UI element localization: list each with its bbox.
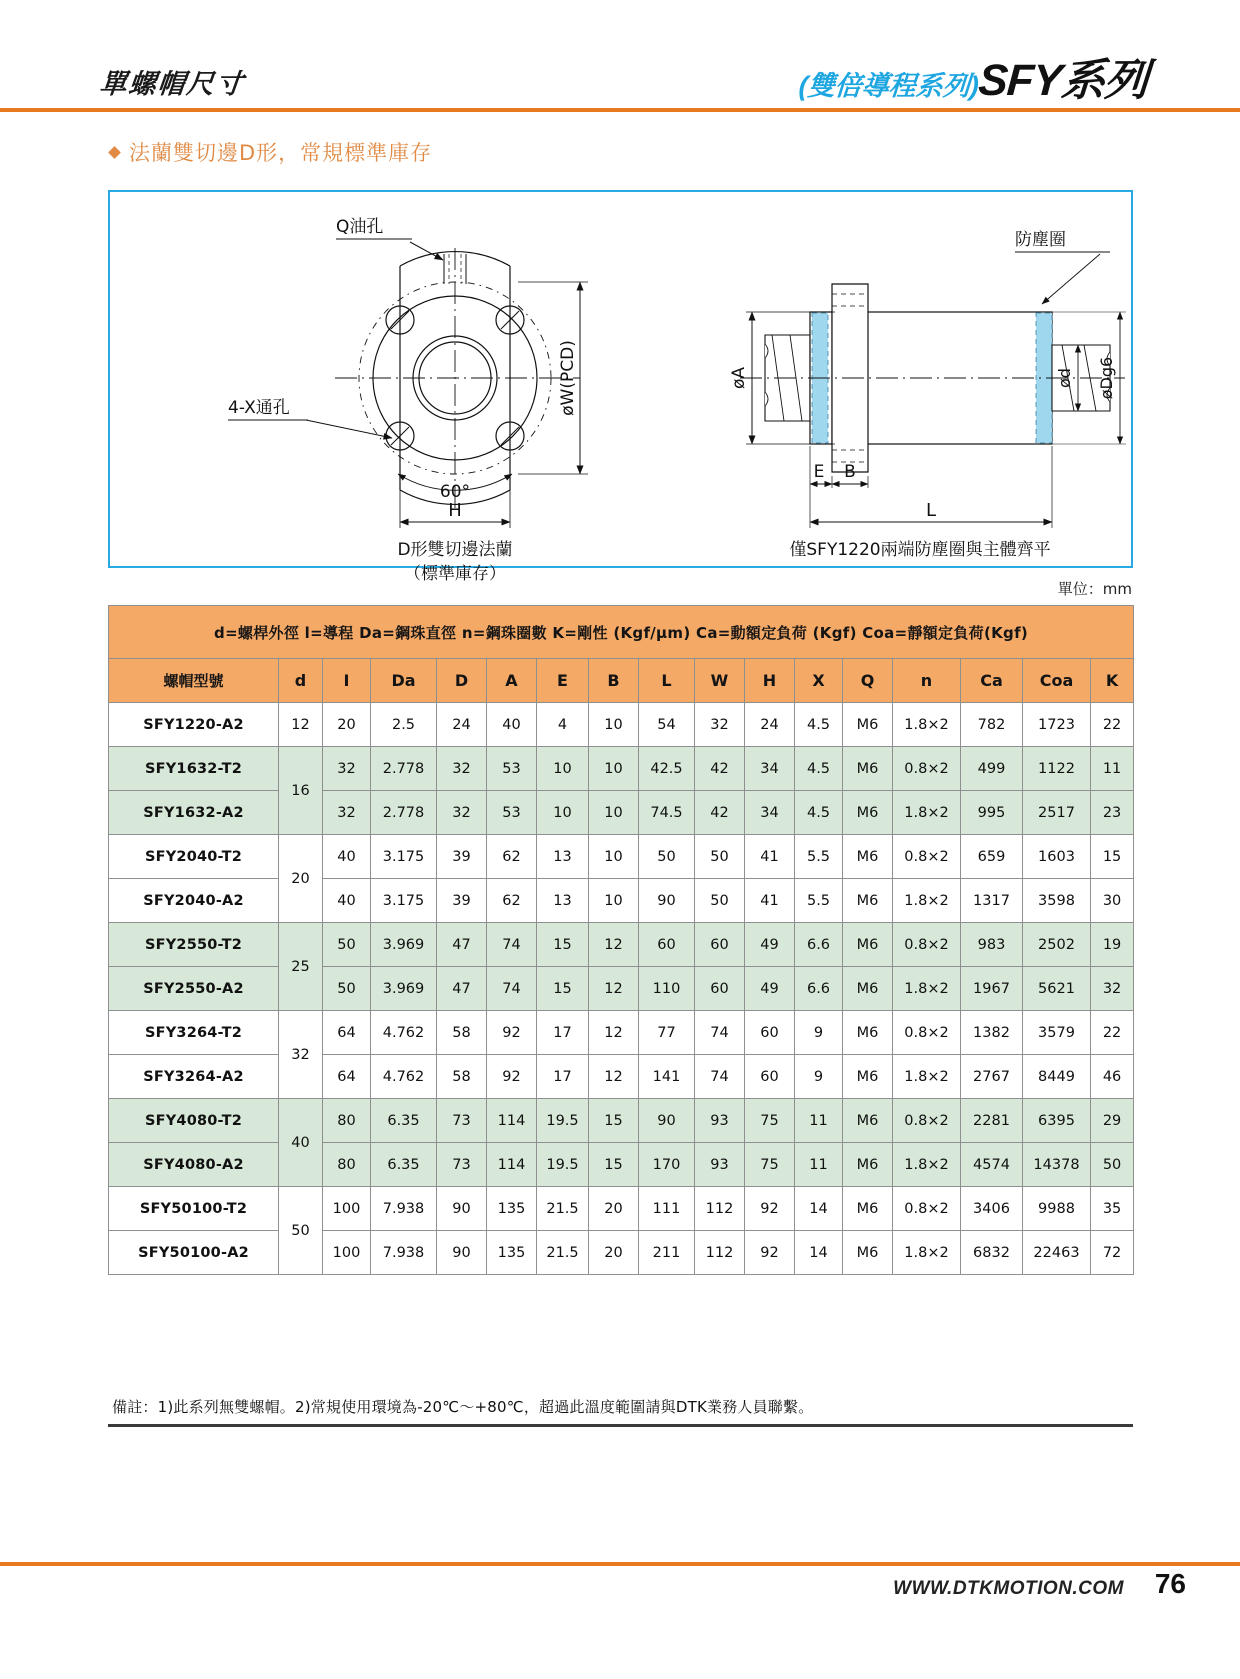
cell-h: 24 (745, 703, 795, 747)
cell-w: 112 (695, 1231, 745, 1275)
column-header-b: B (589, 659, 639, 703)
cell-n: 1.8×2 (893, 967, 961, 1011)
cell-w: 112 (695, 1187, 745, 1231)
cell-l: 111 (639, 1187, 695, 1231)
cell-k: 22 (1091, 1011, 1134, 1055)
header-divider (0, 108, 1240, 112)
cell-l: 110 (639, 967, 695, 1011)
column-header-w: W (695, 659, 745, 703)
cell-ca: 6832 (961, 1231, 1023, 1275)
cell-e: 13 (537, 879, 589, 923)
cell-k: 46 (1091, 1055, 1134, 1099)
cell-model: SFY3264-A2 (109, 1055, 279, 1099)
table-row (109, 1143, 1134, 1187)
cell-n: 0.8×2 (893, 923, 961, 967)
cell-q: M6 (843, 1099, 893, 1143)
oil-hole-leader (410, 242, 443, 260)
outer-diameter-label: øA (729, 366, 749, 390)
cell-e: 10 (537, 747, 589, 791)
table-row (109, 703, 1134, 747)
cell-da: 3.175 (371, 879, 437, 923)
angle-label: 60° (439, 482, 471, 502)
cell-d: 24 (437, 703, 487, 747)
cell-l: 50 (639, 835, 695, 879)
table-row (109, 879, 1134, 923)
cell-k: 22 (1091, 703, 1134, 747)
cell-w: 60 (695, 967, 745, 1011)
dust-seal-label: 防塵圈 (1015, 230, 1066, 250)
cell-ca: 2281 (961, 1099, 1023, 1143)
cell-w: 50 (695, 879, 745, 923)
table-header-row (109, 659, 1134, 703)
cell-ca: 659 (961, 835, 1023, 879)
cell-x: 14 (795, 1231, 843, 1275)
cell-q: M6 (843, 747, 893, 791)
cell-h: 75 (745, 1143, 795, 1187)
column-header-da: Da (371, 659, 437, 703)
cell-e: 17 (537, 1011, 589, 1055)
cell-k: 11 (1091, 747, 1134, 791)
table-row (109, 747, 1134, 791)
cell-n: 1.8×2 (893, 1231, 961, 1275)
cell-da: 3.969 (371, 967, 437, 1011)
cell-i: 80 (323, 1099, 371, 1143)
cell-e: 21.5 (537, 1187, 589, 1231)
cell-w: 74 (695, 1011, 745, 1055)
cell-x: 4.5 (795, 747, 843, 791)
unit-note: 單位：mm (1057, 580, 1132, 598)
right-view-caption: 僅SFY1220兩端防塵圈與主體齊平 (789, 540, 1051, 560)
cell-ca: 983 (961, 923, 1023, 967)
cell-b: 10 (589, 791, 639, 835)
cell-i: 40 (323, 879, 371, 923)
cell-d: 39 (437, 835, 487, 879)
cell-ca: 3406 (961, 1187, 1023, 1231)
cell-n: 1.8×2 (893, 703, 961, 747)
cell-i: 100 (323, 1231, 371, 1275)
series-name-label: SFY系列 (977, 56, 1150, 105)
cell-d: 58 (437, 1055, 487, 1099)
cell-d: 47 (437, 967, 487, 1011)
cell-l: 90 (639, 1099, 695, 1143)
column-header-i: I (323, 659, 371, 703)
cell-l: 74.5 (639, 791, 695, 835)
cell-e: 15 (537, 923, 589, 967)
cell-x: 5.5 (795, 835, 843, 879)
cell-a: 40 (487, 703, 537, 747)
cell-i: 50 (323, 967, 371, 1011)
cell-l: 42.5 (639, 747, 695, 791)
column-header-e: E (537, 659, 589, 703)
cell-l: 211 (639, 1231, 695, 1275)
cell-d: 73 (437, 1143, 487, 1187)
cell-coa: 22463 (1023, 1231, 1091, 1275)
cell-i: 20 (323, 703, 371, 747)
cell-ca: 995 (961, 791, 1023, 835)
cell-i: 100 (323, 1187, 371, 1231)
footnote-divider (108, 1424, 1133, 1427)
column-header-l: L (639, 659, 695, 703)
cell-l: 90 (639, 879, 695, 923)
cell-k: 72 (1091, 1231, 1134, 1275)
cell-q: M6 (843, 1231, 893, 1275)
cell-model: SFY2550-T2 (109, 923, 279, 967)
cell-d: 90 (437, 1231, 487, 1275)
column-header-a: A (487, 659, 537, 703)
page-header (0, 0, 1240, 112)
cell-a: 53 (487, 747, 537, 791)
cell-a: 92 (487, 1011, 537, 1055)
cell-b: 10 (589, 835, 639, 879)
cell-b: 12 (589, 1011, 639, 1055)
left-view-caption-line2: （標準庫存） (404, 564, 506, 584)
column-header-ca: Ca (961, 659, 1023, 703)
cell-ca: 1382 (961, 1011, 1023, 1055)
cell-l: 77 (639, 1011, 695, 1055)
cell-b: 10 (589, 703, 639, 747)
cell-da: 6.35 (371, 1099, 437, 1143)
cell-d: 32 (437, 791, 487, 835)
shaft-tolerance-diameter-label: øDg6 (1097, 356, 1116, 400)
cell-ca: 782 (961, 703, 1023, 747)
column-header-x: X (795, 659, 843, 703)
cell-l: 141 (639, 1055, 695, 1099)
cell-d: 32 (437, 747, 487, 791)
table-legend-row (109, 606, 1134, 659)
cell-d: 90 (437, 1187, 487, 1231)
cell-h: 49 (745, 967, 795, 1011)
cell-i: 64 (323, 1055, 371, 1099)
cell-b: 15 (589, 1099, 639, 1143)
cell-a: 62 (487, 835, 537, 879)
series-prefix-label: (雙倍導程系列) (798, 71, 981, 101)
column-header-d: d (279, 659, 323, 703)
cell-h: 49 (745, 923, 795, 967)
cell-x: 4.5 (795, 703, 843, 747)
e-dimension-label: E (813, 462, 825, 482)
cell-da: 2.5 (371, 703, 437, 747)
cell-coa: 14378 (1023, 1143, 1091, 1187)
cell-ca: 1967 (961, 967, 1023, 1011)
cell-n: 0.8×2 (893, 747, 961, 791)
table-footnote: 備註：1)此系列無雙螺帽。2)常規使用環境為-20℃～+80℃，超過此溫度範圍請與DTK業務人員聯繫。 (112, 1398, 814, 1416)
cell-n: 0.8×2 (893, 835, 961, 879)
cell-e: 10 (537, 791, 589, 835)
cell-n: 1.8×2 (893, 879, 961, 923)
h-dimension-label: H (448, 500, 462, 521)
cell-i: 64 (323, 1011, 371, 1055)
specification-table (108, 605, 1134, 1275)
column-header-coa: Coa (1023, 659, 1091, 703)
cell-h: 75 (745, 1099, 795, 1143)
footer-page-number: 76 (1154, 1568, 1186, 1599)
cell-i: 32 (323, 747, 371, 791)
cell-l: 60 (639, 923, 695, 967)
cell-n: 0.8×2 (893, 1011, 961, 1055)
cell-ca: 4574 (961, 1143, 1023, 1187)
cell-e: 19.5 (537, 1099, 589, 1143)
through-hole-label: 4-X通孔 (228, 398, 290, 418)
cell-h: 92 (745, 1231, 795, 1275)
cell-model: SFY1220-A2 (109, 703, 279, 747)
cell-shaft-diameter: 20 (279, 835, 323, 923)
cell-w: 42 (695, 791, 745, 835)
cell-k: 32 (1091, 967, 1134, 1011)
cell-a: 74 (487, 967, 537, 1011)
cell-k: 35 (1091, 1187, 1134, 1231)
cell-x: 9 (795, 1011, 843, 1055)
cell-d: 47 (437, 923, 487, 967)
diamond-bullet-icon (108, 146, 121, 159)
cell-a: 62 (487, 879, 537, 923)
table-row (109, 791, 1134, 835)
cell-x: 14 (795, 1187, 843, 1231)
cell-x: 4.5 (795, 791, 843, 835)
cell-b: 12 (589, 923, 639, 967)
cell-b: 12 (589, 967, 639, 1011)
left-view-caption-line1: D形雙切邊法蘭 (397, 540, 513, 560)
cell-model: SFY2040-T2 (109, 835, 279, 879)
cell-da: 4.762 (371, 1055, 437, 1099)
cell-h: 34 (745, 747, 795, 791)
cell-x: 6.6 (795, 923, 843, 967)
cell-model: SFY2550-A2 (109, 967, 279, 1011)
table-row (109, 967, 1134, 1011)
column-header-n: n (893, 659, 961, 703)
cell-k: 19 (1091, 923, 1134, 967)
cell-ca: 2767 (961, 1055, 1023, 1099)
cell-da: 2.778 (371, 791, 437, 835)
cell-model: SFY1632-T2 (109, 747, 279, 791)
column-header-model: 螺帽型號 (109, 659, 279, 703)
cell-coa: 2502 (1023, 923, 1091, 967)
cell-n: 0.8×2 (893, 1099, 961, 1143)
cell-d: 58 (437, 1011, 487, 1055)
section-subtitle-label: 法蘭雙切邊D形，常規標準庫存 (129, 141, 433, 165)
cell-w: 50 (695, 835, 745, 879)
cell-n: 1.8×2 (893, 1143, 961, 1187)
cell-q: M6 (843, 835, 893, 879)
table-row (109, 835, 1134, 879)
page-title: 單螺帽尺寸 (98, 69, 247, 99)
cell-da: 3.969 (371, 923, 437, 967)
cell-x: 9 (795, 1055, 843, 1099)
shaft-diameter-label: ød (1055, 368, 1074, 388)
cell-i: 40 (323, 835, 371, 879)
cell-model: SFY4080-T2 (109, 1099, 279, 1143)
cell-shaft-diameter: 16 (279, 747, 323, 835)
cell-n: 1.8×2 (893, 1055, 961, 1099)
oil-hole-label: Q油孔 (336, 217, 384, 237)
table-row (109, 1231, 1134, 1275)
cell-coa: 9988 (1023, 1187, 1091, 1231)
cell-q: M6 (843, 1011, 893, 1055)
cell-e: 21.5 (537, 1231, 589, 1275)
cell-shaft-diameter: 12 (279, 703, 323, 747)
table-row (109, 923, 1134, 967)
cell-q: M6 (843, 1187, 893, 1231)
cell-a: 135 (487, 1231, 537, 1275)
cell-q: M6 (843, 703, 893, 747)
cell-d: 73 (437, 1099, 487, 1143)
cell-h: 60 (745, 1055, 795, 1099)
column-header-d: D (437, 659, 487, 703)
cell-x: 5.5 (795, 879, 843, 923)
cell-h: 41 (745, 879, 795, 923)
cell-k: 30 (1091, 879, 1134, 923)
cell-d: 39 (437, 879, 487, 923)
cell-shaft-diameter: 50 (279, 1187, 323, 1275)
cell-x: 11 (795, 1143, 843, 1187)
l-dimension-label: L (925, 500, 937, 521)
cell-q: M6 (843, 1055, 893, 1099)
cell-w: 93 (695, 1099, 745, 1143)
cell-i: 32 (323, 791, 371, 835)
cell-n: 0.8×2 (893, 1187, 961, 1231)
technical-drawing-panel (108, 190, 1133, 584)
cell-k: 15 (1091, 835, 1134, 879)
cell-q: M6 (843, 967, 893, 1011)
cell-h: 41 (745, 835, 795, 879)
cell-a: 114 (487, 1099, 537, 1143)
cell-k: 29 (1091, 1099, 1134, 1143)
cell-b: 10 (589, 879, 639, 923)
table-row (109, 1011, 1134, 1055)
cell-a: 135 (487, 1187, 537, 1231)
cell-q: M6 (843, 879, 893, 923)
cell-shaft-diameter: 25 (279, 923, 323, 1011)
technical-drawing-svg (110, 192, 1131, 584)
cell-a: 74 (487, 923, 537, 967)
cell-e: 19.5 (537, 1143, 589, 1187)
cell-e: 15 (537, 967, 589, 1011)
cell-model: SFY2040-A2 (109, 879, 279, 923)
cell-w: 60 (695, 923, 745, 967)
column-header-h: H (745, 659, 795, 703)
cell-a: 114 (487, 1143, 537, 1187)
cell-h: 92 (745, 1187, 795, 1231)
cell-model: SFY50100-T2 (109, 1187, 279, 1231)
pcd-dimension-label: øW(PCD) (558, 340, 578, 416)
cell-coa: 5621 (1023, 967, 1091, 1011)
cell-e: 13 (537, 835, 589, 879)
cell-coa: 8449 (1023, 1055, 1091, 1099)
specification-table-container (108, 605, 1133, 1275)
through-hole-leader (306, 420, 392, 438)
cell-q: M6 (843, 1143, 893, 1187)
cell-coa: 6395 (1023, 1099, 1091, 1143)
cell-q: M6 (843, 923, 893, 967)
cell-da: 7.938 (371, 1187, 437, 1231)
cell-x: 6.6 (795, 967, 843, 1011)
cell-model: SFY4080-A2 (109, 1143, 279, 1187)
cell-coa: 3598 (1023, 879, 1091, 923)
cell-w: 93 (695, 1143, 745, 1187)
cell-b: 12 (589, 1055, 639, 1099)
cell-n: 1.8×2 (893, 791, 961, 835)
cell-l: 54 (639, 703, 695, 747)
cell-ca: 499 (961, 747, 1023, 791)
table-legend-text: d=螺桿外徑 l=導程 Da=鋼珠直徑 n=鋼珠圈數 K=剛性 (Kgf/μm) Ca=動額定負荷 (Kgf) Coa=靜額定負荷(Kgf) (109, 606, 1134, 659)
cell-coa: 3579 (1023, 1011, 1091, 1055)
table-row (109, 1055, 1134, 1099)
cell-da: 3.175 (371, 835, 437, 879)
cell-i: 50 (323, 923, 371, 967)
cell-b: 20 (589, 1187, 639, 1231)
series-badge (799, 44, 1148, 108)
cell-e: 17 (537, 1055, 589, 1099)
cell-k: 50 (1091, 1143, 1134, 1187)
cell-ca: 1317 (961, 879, 1023, 923)
cell-w: 74 (695, 1055, 745, 1099)
cell-shaft-diameter: 32 (279, 1011, 323, 1099)
cell-a: 92 (487, 1055, 537, 1099)
cell-model: SFY1632-A2 (109, 791, 279, 835)
cell-h: 60 (745, 1011, 795, 1055)
flange-front-view (335, 248, 580, 508)
cell-shaft-diameter: 40 (279, 1099, 323, 1187)
cell-a: 53 (487, 791, 537, 835)
footer-website-url: WWW.DTKMOTION.COM (893, 1578, 1124, 1599)
cell-coa: 1603 (1023, 835, 1091, 879)
cell-da: 2.778 (371, 747, 437, 791)
cell-da: 7.938 (371, 1231, 437, 1275)
cell-da: 6.35 (371, 1143, 437, 1187)
cell-model: SFY3264-T2 (109, 1011, 279, 1055)
cell-coa: 1122 (1023, 747, 1091, 791)
cell-e: 4 (537, 703, 589, 747)
cell-h: 34 (745, 791, 795, 835)
section-subtitle (110, 137, 432, 167)
cell-w: 42 (695, 747, 745, 791)
cell-b: 15 (589, 1143, 639, 1187)
cell-i: 80 (323, 1143, 371, 1187)
cell-l: 170 (639, 1143, 695, 1187)
cell-coa: 1723 (1023, 703, 1091, 747)
cell-b: 20 (589, 1231, 639, 1275)
cell-w: 32 (695, 703, 745, 747)
cell-coa: 2517 (1023, 791, 1091, 835)
column-header-k: K (1091, 659, 1134, 703)
cell-model: SFY50100-A2 (109, 1231, 279, 1275)
b-dimension-label: B (844, 462, 856, 482)
cell-b: 10 (589, 747, 639, 791)
cell-x: 11 (795, 1099, 843, 1143)
column-header-q: Q (843, 659, 893, 703)
table-row (109, 1187, 1134, 1231)
footer-divider (0, 1562, 1240, 1566)
cell-da: 4.762 (371, 1011, 437, 1055)
table-row (109, 1099, 1134, 1143)
cell-q: M6 (843, 791, 893, 835)
cell-k: 23 (1091, 791, 1134, 835)
